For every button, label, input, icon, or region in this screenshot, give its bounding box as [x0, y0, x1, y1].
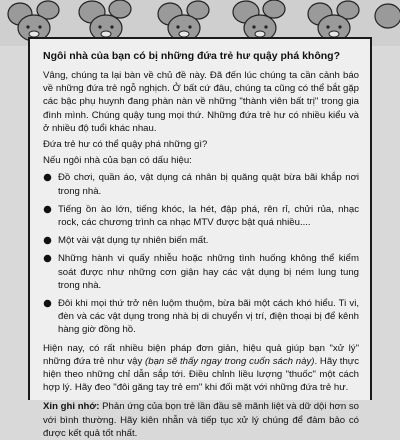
article-title: Ngôi nhà của bạn có bị những đứa trẻ hư quậy phá không? [43, 50, 340, 62]
list-item: Một vài vật dụng tự nhiên biến mất. [43, 234, 359, 247]
filled-circle-icon [43, 236, 52, 245]
remedy-italic: (bạn sẽ thấy ngay trong cuốn sách này) [145, 355, 315, 367]
list-item: Tiếng ồn ào lớn, tiếng khóc, la hét, đập phá, rên rỉ, chửi rủa, nhạc rock, các chương trình ca nhạc MTV được bật quá nhiều.... [43, 203, 359, 229]
list-item: Đôi khi mọi thứ trở nên luộm thuộm, bừa bãi một cách khó hiểu. Ti vi, đèn và các vật dụng trong nhà bị di chuyển vị trí, điện thoại bị để kênh hàng giờ đồng hồ. [43, 297, 359, 337]
filled-circle-icon [43, 173, 52, 182]
question-line: Đứa trẻ hư có thể quậy phá những gì? [43, 139, 208, 151]
list-item: Đồ chơi, quần áo, vật dụng cá nhân bị quăng quật bừa bãi khắp nơi trong nhà. [43, 171, 359, 197]
note-paragraph: Xin ghi nhớ: Phản ứng của bọn trẻ lần đầu sẽ mãnh liệt và dữ dội hơn so với bình thường. Hãy kiên nhẫn và tiếp tục xử lý chúng để đảm bảo có được kết quả tốt nhất. [43, 401, 359, 439]
filled-circle-icon [43, 254, 52, 263]
filled-circle-icon [43, 205, 52, 214]
signs-lead: Nếu ngôi nhà của bạn có dấu hiệu: [43, 155, 192, 167]
filled-circle-icon [43, 299, 52, 308]
signs-list [43, 171, 359, 336]
list-item: Những hành vi quấy nhiễu hoặc những tình huống không thể kiểm soát được như những cơn giận hay các vật dụng bị ném lung tung trong nhà. [43, 252, 359, 292]
note-label: Xin ghi nhớ: [43, 401, 100, 413]
remedy-paragraph: Hiện nay, có rất nhiều biện pháp đơn giản, hiệu quả giúp bạn "xử lý" những đứa trẻ như vậy (bạn sẽ thấy ngay trong cuốn sách này). Hãy thực hiện theo những chỉ dẫn sắp tới. Điều chỉnh liều lượng "thuốc" một cách hợp lý. Hãy đeo "đôi găng tay trẻ em" khi đối mặt với những đứa trẻ hư. [43, 342, 360, 394]
article-box [28, 37, 372, 439]
intro-paragraph: Vâng, chúng ta lại bàn về chủ đề này. Đã đến lúc chúng ta cần cảnh báo về những đứa trẻ ngỗ nghịch. Ở bất cứ đâu, chúng ta cũng có thể bắt gặp các bậc phụ huynh đang phàn nàn về những "thành viên bất trị" trong gia đình mình. Chúng quậy tung mọi thứ. Những đứa trẻ hư có nhiều kiểu và ở nhiều độ tuổi khác nhau. [43, 70, 359, 134]
